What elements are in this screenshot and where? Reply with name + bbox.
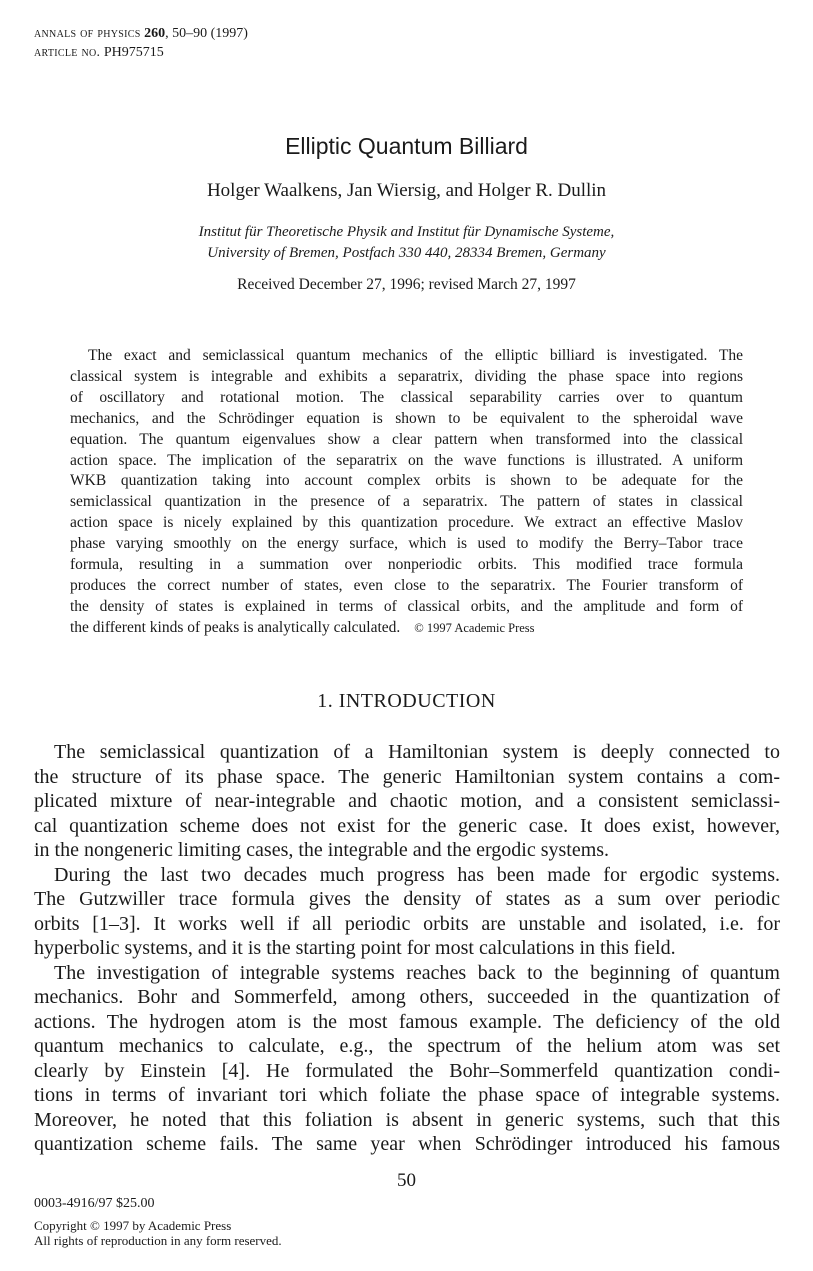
abstract-line: the different kinds of peaks is analytically calculated.	[70, 618, 401, 636]
body-line: the structure of its phase space. The generic Hamiltonian system contains a com-	[34, 765, 780, 788]
abstract-line: action space is nicely explained by this quantization procedure. We extract an effective Maslov	[70, 514, 743, 532]
footer-rights: All rights of reproduction in any form reserved.	[34, 1233, 282, 1248]
body-line: actions. The hydrogen atom is the most famous example. The deficiency of the old	[34, 1010, 780, 1033]
abstract-line: phase varying smoothly on the energy surface, which is used to modify the Berry–Tabor trace	[70, 535, 743, 553]
body-line: The investigation of integrable systems reaches back to the beginning of quantum	[54, 961, 780, 984]
abstract-line: semiclassical quantization in the presence of a separatrix. The pattern of states in classical	[70, 493, 743, 511]
journal-volume: 260	[144, 26, 166, 41]
abstract-line: The exact and semiclassical quantum mechanics of the elliptic billiard is investigated. The	[88, 347, 743, 364]
abstract-line: action space. The implication of the separatrix on the wave functions is illustrated. A uniform	[70, 451, 743, 469]
affiliation-line: University of Bremen, Postfach 330 440, 28334 Bremen, Germany	[207, 245, 606, 261]
abstract-line: produces the correct number of states, even close to the separatrix. The Fourier transform of	[70, 576, 743, 594]
page-number: 50	[397, 1170, 416, 1191]
abstract	[70, 346, 743, 639]
body-line: cal quantization scheme does not exist for the generic case. It does exist, however,	[34, 814, 780, 837]
abstract-line: formula, resulting in a summation over nonperiodic orbits. This modified trace formula	[70, 556, 743, 574]
body-line: mechanics. Bohr and Sommerfeld, among others, succeeded in the quantization of	[34, 986, 780, 1008]
abstract-last-line	[70, 618, 743, 639]
received-date: Received December 27, 1996; revised March 27, 1997	[237, 276, 576, 293]
section-body	[34, 740, 780, 1157]
abstract-copyright: © 1997 Academic Press	[414, 620, 535, 635]
paper-title: Elliptic Quantum Billiard	[285, 133, 528, 159]
issn-price-code: 0003-4916/97 $25.00	[34, 1196, 155, 1211]
body-line: orbits [1–3]. It works well if all periodic orbits are unstable and isolated, i.e. for	[34, 912, 780, 935]
abstract-line: the density of states is explained in terms of classical orbits, and the amplitude and form of	[70, 597, 743, 615]
body-line: The Gutzwiller trace formula gives the density of states as a sum over periodic	[34, 888, 780, 910]
page-footer	[34, 1196, 282, 1248]
article-label: article no.	[34, 45, 101, 60]
body-line: During the last two decades much progress has been made for ergodic systems.	[54, 863, 780, 886]
affiliation	[0, 222, 813, 264]
body-line: hyperbolic systems, and it is the starting point for most calculations in this field.	[34, 937, 676, 959]
section-title: 1. INTRODUCTION	[317, 690, 496, 712]
body-line: quantization scheme fails. The same year when Schrödinger introduced his famous	[34, 1133, 780, 1155]
abstract-line: equation. The quantum eigenvalues show a clear pattern when transformed into the classical	[70, 430, 743, 448]
article-number: PH975715	[103, 45, 164, 60]
footer-copyright: Copyright © 1997 by Academic Press	[34, 1218, 232, 1233]
affiliation-line: Institut für Theoretische Physik and Institut für Dynamische Systeme,	[198, 224, 615, 240]
journal-citation	[34, 24, 248, 43]
paper-authors: Holger Waalkens, Jan Wiersig, and Holger R. Dullin	[206, 180, 607, 201]
abstract-line: classical system is integrable and exhibits a separatrix, dividing the phase space into regions	[70, 367, 743, 385]
body-line: Moreover, he noted that this foliation is absent in generic systems, such that this	[34, 1108, 780, 1131]
abstract-line: of oscillatory and rotational motion. The classical separability carries over to quantum	[70, 388, 743, 406]
abstract-line: WKB quantization taking into account complex orbits is shown to be adequate for the	[70, 472, 743, 490]
abstract-line: mechanics, and the Schrödinger equation is shown to be equivalent to the spheroidal wave	[70, 409, 743, 427]
body-line: tions in terms of invariant tori which foliate the phase space of integrable systems.	[34, 1084, 780, 1106]
journal-name: annals of physics	[34, 26, 141, 41]
body-line: clearly by Einstein [4]. He formulated the Bohr–Sommerfeld quantization condi-	[34, 1059, 780, 1082]
body-line: plicated mixture of near-integrable and chaotic motion, and a consistent semiclassi-	[34, 790, 780, 812]
body-line: The semiclassical quantization of a Hamiltonian system is deeply connected to	[54, 741, 780, 763]
body-line: quantum mechanics to calculate, e.g., the spectrum of the helium atom was set	[34, 1035, 780, 1057]
journal-header	[34, 24, 248, 62]
article-id	[34, 43, 248, 62]
body-line: in the nongeneric limiting cases, the integrable and the ergodic systems.	[34, 839, 610, 861]
journal-pages: , 50–90 (1997)	[165, 26, 248, 41]
